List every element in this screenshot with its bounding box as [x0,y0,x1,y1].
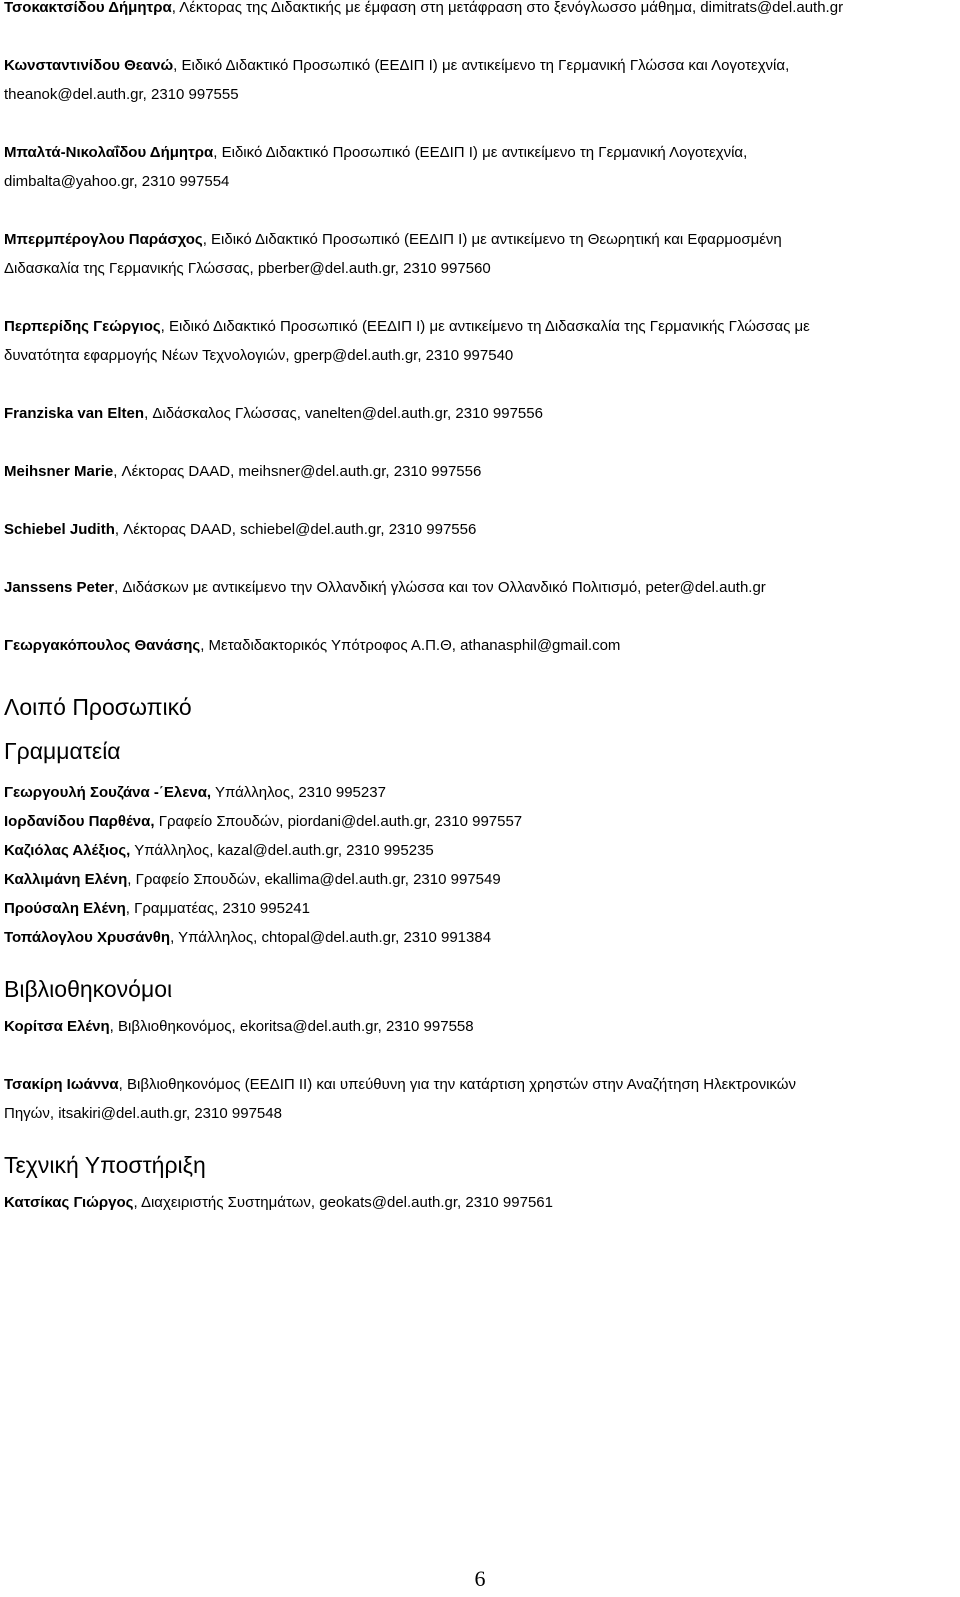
faculty-entry [4,573,952,602]
person-details: , Λέκτορας της Διδακτικής με έμφαση στη μετάφραση στο ξενόγλωσσο μάθημα, dimitrats@del.auth.gr [171,0,844,16]
staff-entry [4,1012,952,1041]
person-details-cont: Πηγών, itsakiri@del.auth.gr, 2310 997548 [4,1105,282,1122]
person-name: Γεωργακόπουλος Θανάσης [4,637,201,654]
person-name: Μπαλτά-Νικολαΐδου Δήμητρα [4,144,214,161]
person-details: , Βιβλιοθηκονόμος (ΕΕΔΙΠ ΙΙ) και υπεύθυνη για την κατάρτιση χρηστών στην Αναζήτηση Ηλεκτρονικών [118,1076,796,1093]
section-heading-secretariat: Γραμματεία [4,738,121,764]
person-name: Καλλιμάνη Ελένη [4,871,128,888]
person-name: Meihsner Marie [4,463,114,480]
person-details: , Διδάσκαλος Γλώσσας, vanelten@del.auth.gr, 2310 997556 [144,405,543,422]
faculty-entry [4,399,952,428]
document-page [4,0,952,1217]
page-number: 6 [474,1566,486,1591]
person-name: Janssens Peter [4,579,115,596]
secretariat-list [4,778,952,952]
person-name: Τσοκακτσίδου Δήμητρα [4,0,172,16]
staff-entry [4,807,952,836]
faculty-entry [4,631,952,660]
person-details: , Λέκτορας DAAD, meihsner@del.auth.gr, 2310 997556 [113,463,482,480]
person-details: , Βιβλιοθηκονόμος, ekoritsa@del.auth.gr, 2310 997558 [109,1018,474,1035]
person-details: , Λέκτορας DAAD, schiebel@del.auth.gr, 2310 997556 [114,521,477,538]
person-details: , Διδάσκων με αντικείμενο την Ολλανδική γλώσσα και τον Ολλανδικό Πολιτισμό, peter@del.auth.gr [114,579,766,596]
person-details: , Υπάλληλος, chtopal@del.auth.gr, 2310 991384 [170,929,492,946]
person-details-cont: δυνατότητα εφαρμογής Νέων Τεχνολογιών, gperp@del.auth.gr, 2310 997540 [4,347,514,364]
faculty-entry [4,312,952,370]
section-heading-librarians: Βιβλιοθηκονόμοι [4,976,173,1002]
person-name: Franziska van Elten [4,405,145,422]
faculty-entry [4,225,952,283]
person-name: Schiebel Judith [4,521,115,538]
staff-entry [4,836,952,865]
person-details: , Ειδικό Διδακτικό Προσωπικό (ΕΕΔΙΠ Ι) με αντικείμενο τη Γερμανική Λογοτεχνία, [213,144,748,161]
person-details-cont: Διδασκαλία της Γερμανικής Γλώσσας, pberber@del.auth.gr, 2310 997560 [4,260,491,277]
person-name: Κορίτσα Ελένη [4,1018,110,1035]
person-details: , Γραφείο Σπουδών, ekallima@del.auth.gr, 2310 997549 [127,871,501,888]
person-details: , Ειδικό Διδακτικό Προσωπικό (ΕΕΔΙΠ Ι) με αντικείμενο τη Θεωρητική και Εφαρμοσμένη [202,231,782,248]
staff-entry [4,778,952,807]
staff-entry [4,865,952,894]
person-name: Καζιόλας Αλέξιος, [4,842,131,859]
person-name: Κατσίκας Γιώργος [4,1194,134,1211]
faculty-entry [4,51,952,109]
faculty-entry [4,138,952,196]
person-details: , Μεταδιδακτορικός Υπότροφος Α.Π.Θ, athanasphil@gmail.com [200,637,621,654]
faculty-entry [4,0,952,22]
section-heading-other-staff: Λοιπό Προσωπικό [4,694,192,720]
person-details: , Ειδικό Διδακτικό Προσωπικό (ΕΕΔΙΠ Ι) με αντικείμενο τη Γερμανική Γλώσσα και Λογοτεχνία, [173,57,790,74]
tech-support-list [4,1188,952,1217]
person-name: Ιορδανίδου Παρθένα, [4,813,155,830]
faculty-entry [4,457,952,486]
person-details: , Ειδικό Διδακτικό Προσωπικό (ΕΕΔΙΠ Ι) με αντικείμενο τη Διδασκαλία της Γερμανικής Γλώσσας με [160,318,810,335]
person-details: , Διαχειριστής Συστημάτων, geokats@del.auth.gr, 2310 997561 [133,1194,553,1211]
person-name: Κωνσταντινίδου Θεανώ [4,57,174,74]
staff-entry [4,1070,952,1128]
section-heading-tech-support: Τεχνική Υποστήριξη [4,1152,206,1178]
person-name: Μπερμπέρογλου Παράσχος [4,231,203,248]
person-name: Τοπάλογλου Χρυσάνθη [4,929,171,946]
staff-entry [4,923,952,952]
person-name: Τσακίρη Ιωάννα [4,1076,119,1093]
staff-entry [4,1188,952,1217]
person-details: , Γραμματέας, 2310 995241 [125,900,310,917]
librarians-list [4,1012,952,1128]
faculty-entry [4,515,952,544]
person-details: Γραφείο Σπουδών, piordani@del.auth.gr, 2310 997557 [154,813,523,830]
person-name: Περπερίδης Γεώργιος [4,318,161,335]
person-details-cont: dimbalta@yahoo.gr, 2310 997554 [4,173,230,190]
person-name: Γεωργουλή Σουζάνα -΄Ελενα, [4,784,212,801]
person-details: Υπάλληλος, 2310 995237 [211,784,386,801]
staff-entry [4,894,952,923]
person-name: Προύσαλη Ελένη [4,900,126,917]
person-details: Υπάλληλος, kazal@del.auth.gr, 2310 995235 [130,842,434,859]
person-details-cont: theanok@del.auth.gr, 2310 997555 [4,86,239,103]
